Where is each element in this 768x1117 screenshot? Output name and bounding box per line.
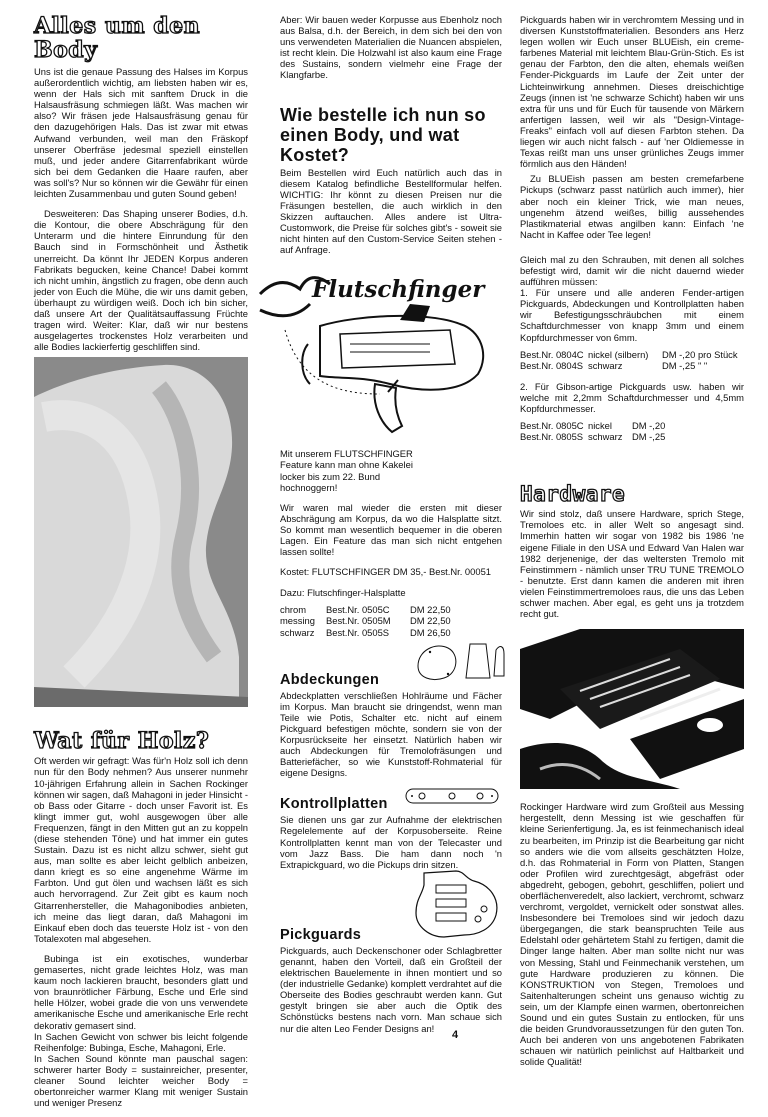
flutschfinger-illustration (280, 264, 502, 444)
paragraph: In Sachen Gewicht von schwer bis leicht folgende Reihenfolge: Bubinga, Esche, Mahagoni, Erle. (34, 1030, 248, 1053)
heading-kontrollplatten: Kontrollplatten (280, 796, 388, 813)
finish-cell: schwarz (280, 626, 315, 638)
finish-cell: nickel (silbern) (588, 348, 649, 360)
price-cell: DM -,20 (632, 420, 666, 432)
finish-cell: nickel (588, 420, 612, 432)
order-number-cell: Best.Nr. 0804S (520, 359, 584, 371)
paragraph: Gleich mal zu den Schrauben, mit denen all solches befestigt wird, damit wir die nicht dauernd wieder aufführen müssen: (520, 253, 744, 288)
order-number-cell: Best.Nr. 0805C (520, 420, 584, 432)
pickguards-header (280, 879, 502, 943)
paragraph: Dazu: Flutschfinger-Halsplatte (280, 587, 406, 599)
paragraph: Wir waren mal wieder die ersten mit dieser Abschrägung am Korpus, da wo die Halsplatte sitzt. So kommt man wesentlich bequemer in die oberen Lagen. Ein Feature das man sich nicht entgehen lassen sollte! (280, 501, 502, 558)
heading-pickguards: Pickguards (280, 926, 362, 943)
paragraph: Pickguards haben wir in verchromtem Messing und in diversen Kunststoffmaterialien. Besonders ans Herz legen wollen wir Euch unser BLUEish, ein creme-farbenes Material mit leichtem Blau-Grün-Stich. Es ist genau der Farbton, den die alten, ehemals weißen Fender-Pickguards im Laufe der Zeit unter der Lichteinwirkung annehmen. Dieses dreischichtige Zeugs (innen ist 'ne schwarze Schicht) haben wir uns extra für uns und für Euch für tausende von Märkern anfertigen lassen, weil wir als "Design-Vintage-Freaks" einfach voll auf diesen Farbton stehen. Da liegen wir auch nicht falsch - auf 'ner Oldiemesse in Texas reißt man uns unser grünliches Zeugs immer förmlich aus den Händen! (520, 14, 744, 170)
column-left (34, 14, 248, 1117)
paragraph: Aber: Wir bauen weder Korpusse aus Ebenholz noch aus Balsa, d.h. der Bereich, in dem sich bei den von uns verwendeten Materialien die Nuancen abspielen, ist recht klein. Die Holzwahl ist also kaum eine Frage des Sustains, sondern vielmehr eine Frage der Klangfarbe. (280, 14, 502, 81)
guitar-body-photo (34, 357, 248, 707)
price-row (520, 349, 744, 360)
page-number: 4 (452, 1029, 459, 1041)
price-cell: DM -,20 pro Stück (662, 348, 738, 360)
paragraph: Oft werden wir gefragt: Was für'n Holz soll ich denn nun für den Body nehmen? Aus unserer nunmehr 10-jährigen Erfahrung allein in Sachen Rockinger können wir sagen, daß Mahagoni in jeder Hinsicht - ob Bass oder Gitarre - doch unser Favorit ist. Es klingt immer gut, wohl ausgewogen über alle Frequenzen, fängt in den Mitten gut an zu koppeln (diese stehenden Töne) und hat immer ein gutes Sustain. Dazu ist es nicht allzu schwer, sieht gut aus, man sollte es aber leicht gelblich anbeizen, dann kriegt es so eine angenehme Wärme im Farbton. Und gut ölen und wachsen läßt es sich auch hervorragend. Zur Zeit gibt es kaum noch Gitarrenhersteller, die Mahagonibodies anbieten, ich meine das liegt daran, daß Mahagoni im Einkauf eben doch das teuerste Holz ist - von den Totalexoten mal abgesehen. (34, 755, 248, 944)
hardware-photo (520, 629, 744, 789)
price-cell: DM 26,50 (410, 626, 451, 638)
price-row (520, 420, 744, 431)
screw-price-table-1 (520, 349, 744, 371)
kontrollplatten-header (280, 790, 502, 812)
price-row (280, 604, 502, 615)
paragraph: Rockinger Hardware wird zum Großteil aus Messing hergestellt, denn Messing ist wie geschaffen für kleine Serienfertigung. Ja, es ist feinmechanisch ideal zu bearbeiten, im Prinzip ist die Bearbeitung gar nicht so anders wie die vom allseits geschätzten Holze, d.h. das Rohmaterial in Form von Platten, Stangen oder Profilen wird zurechtgesägt, abgefräst oder abgedreht, gebogen, gebohrt, geschliffen, poliert und oberflächenveredelt, also lackiert, verchromt, schwarz verchromt, vergoldet, vernickelt oder sonstwat alles. Insbesondere bei Tremoloes sind wir jedoch dazu übergegangen, die stark beanspruchten Teile aus Edelstahl oder gehärtetem Stahl zu fertigen, damit die Dinger lange halten. Aber man sollte nicht nur was von Messing, Stahl und Feinmechanik verstehen, um gute Hardware produzieren zu können. Die KONSTRUKTION von Stegen, Tremoloes und Saitenhalterungen scheint uns genauso wichtig zu sein, um der Klampfe einen warmen, obertonreichen Sound und ein gutes Sustain zu entlocken, für uns die beiden Grundvoraussetzungen für den guten Ton. Auch bei anderen von uns angebotenen Fabrikaten schauen wir natürlich peinlichst auf Haltbarkeit und solide Qualität! (520, 801, 744, 1068)
heading-wie-bestelle: Wie bestelle ich nun so einen Body, und wat Kostet? (280, 104, 486, 165)
heading-hardware: Hardware (520, 482, 626, 507)
paragraph: Wir sind stolz, daß unsere Hardware, sprich Stege, Tremoloes etc. in aller Welt so angesagt sind. Immerhin hatten wir sogar von 1982 bis 1986 'ne eigene Filiale in den USA und Edward Van Halen war 1982 derjenenige, der das weltersten Tremolo mit Feinstimmern - nämlich unser TRU TUNE TREMOLO - benutzte. Erst dann kamen die anderen mit ihren vielen Feinstimmertremoloes raus, die uns das Leben schwer machen. Aber egal, es geht uns ja trotzdem recht gut. (520, 508, 744, 620)
heading-wat-fuer-holz: Wat für Holz? (34, 728, 210, 755)
guitar-body-image (34, 357, 248, 707)
order-number-cell: Best.Nr. 0505M (326, 615, 391, 627)
column-middle (280, 14, 502, 1043)
paragraph: Pickguards, auch Deckenschoner oder Schlagbretter genannt, haben den Vorteil, daß ein Großteil der elektrischen Bauelemente in ihnen montiert und so (der industrielle Gedanke) komplett verdrahtet auf die Oberseite des Bodies geschraubt werden kann. Gut gestylt bringen sie aber auch die Optik des Schönstücks bestens nach vorn. Man schaue sich nur die alten Leo Fender Designs an! (280, 944, 502, 1034)
price-row (520, 360, 744, 371)
paragraph: Mit unserem FLUTSCHFINGER Feature kann man ohne Kakelei locker bis zum 22. Bund hochnoggern! (280, 448, 413, 493)
finish-cell: schwarz (588, 359, 623, 371)
paragraph: 1. Für unsere und alle anderen Fender-artigen Pickguards, Abdeckungen und Kontrollplatten haben wir Befestigungsschräubchen mit einem Schaftdurchmesser von knapp 3mm und einem Kopfdurchmesser von 6mm. (520, 287, 744, 343)
screw-price-table-2 (520, 420, 744, 442)
heading-abdeckungen: Abdeckungen (280, 671, 380, 688)
tremolo-hardware-image (520, 629, 744, 789)
paragraph: Bubinga ist ein exotisches, wunderbar gemasertes, nicht grade leichtes Holz, was man kaum noch lackieren braucht, besonders glatt und von braunrötlicher Färbung, Esche und Erle sind helle Hölzer, wobei grade die von uns verwendete amerikanische Esche und amerikanische Erle recht dekorativ gemasert sind. (34, 952, 248, 1031)
column-right (520, 14, 744, 1076)
order-number-cell: Best.Nr. 0805S (520, 431, 584, 443)
paragraph: Zu BLUEish passen am besten cremefarbene Pickups (schwarz passt natürlich auch immer), hier aber noch ein kleiner Trick, wie man neues, ungenehm ätzend weißes, billig aussehendes Plastikmaterial etwas angilben kann: Einfach 'ne Nacht in Kaffee oder Tee legen! (520, 173, 744, 240)
abdeckungen-header (280, 644, 502, 688)
finish-cell: schwarz (588, 431, 623, 443)
halsplatte-price-table (280, 604, 502, 637)
paragraph: Uns ist die genaue Passung des Halses im Korpus außerordentlich wichtig, am liebsten haben wir es, wenn der Hals sich mit sanftem Druck in die Halsausfräsung schmiegen läßt. Was machen wir also? Wir fräsen jede Halsausfräsung genau für den dazugehörigen Hals. Das ist zwar mit etwas Aufwand verbunden, weil man den Fräskopf unserer Oberfräse jedesmal speziell einstellen muß, und jeder andere Gitarrenfabrikant würde sich bei dem Gedanken die Haare raufen, aber was soll's? Nur so können wir die Gewähr für einen leichten Zusammenbau und guten Sound geben! (34, 66, 248, 200)
paragraph: In Sachen Sound könnte man pauschal sagen: schwerer harter Body = sustainreicher, presenter, cleaner Sound leichter weicher Body = obertonreicher warmer Klang mit weniger Sustain und weniger Presenz (34, 1052, 248, 1109)
price-cell: DM 22,50 (410, 615, 451, 627)
heading-alles-um-den-body: Alles um den Body (34, 13, 201, 63)
paragraph: Abdeckplatten verschließen Hohlräume und Fächer im Korpus. Man braucht sie dringendst, wenn man Teile wie Potis, Schalter etc. nicht auf einem Pickguard befestigen möchte, sondern sie von der Korpusrückseite her einsetzt. Natürlich haben wir auch Abdeckungen für Tremolofräsungen und Batteriefächer, so wie Kunststoff-Rohmaterial für eigene Designs. (280, 689, 502, 779)
flutschfinger-title: Flutschfinger (312, 276, 485, 304)
order-number-cell: Best.Nr. 0505S (326, 626, 390, 638)
paragraph: 2. Für Gibson-artige Pickguards usw. haben wir welche mit 2,2mm Schaftdurchmesser und 4,5mm Kopfdurchmesser. (520, 380, 744, 414)
finish-cell: messing (280, 615, 315, 627)
price-cell: DM 22,50 (410, 604, 451, 616)
cover-plates-drawing (408, 638, 508, 684)
paragraph: Kostet: FLUTSCHFINGER DM 35,- Best.Nr. 00051 (280, 566, 492, 578)
paragraph: Desweiteren: Das Shaping unserer Bodies, d.h. die Kontour, die obere Abschrägung für den Unterarm und die hintere Einrundung für den Bauch sind in Formschönheit und Ästhetik unerreicht. Da könnt Ihr JEDEN Korpus anderen Fabrikats begucken, keine Chance! Dabei kommt ich nicht umhin, ängstlich zu fragen, obe denn auch jeder von Euch die Mühe, die wir uns damit geben, überhaupt zu würdigen weiß. Doch ich bin sicher, daß unsere Art der Qualitätsauffassung Früchte tragen wird. Weiter: Klar, daß wir nur bestens ausgelagertes trockenstes Holz verarbeiten und alle Bodies lackierfertig geschliffen sind. (34, 208, 248, 353)
price-row (280, 615, 502, 626)
paragraph: Sie dienen uns gar zur Aufnahme der elektrischen Regelelemente auf der Korpusoberseite. Reine Kontrollplatten kennt man von der Telecaster und vom Jazz Bass. Die ham dann noch 'n Extrapickguard, wo die Pickups drin sitzen. (280, 814, 502, 870)
pickguard-drawing (404, 865, 504, 945)
price-row (280, 627, 502, 638)
paragraph: Beim Bestellen wird Euch natürlich auch das in diesem Katalog befindliche Bestellformular helfen. WICHTIG: Ihr könnt zu diesen Preisen nur die Fräsungen bestellen, die auch wirklich in den Skizzen auftauchen. Alles andere ist Ultra- Customwork, die Preise für solches gibt's - soweit sie nicht hinten auf den Custom-Service Seiten stehen - auf Anfrage. (280, 166, 502, 256)
price-cell: DM -,25 (632, 431, 666, 443)
order-number-cell: Best.Nr. 0505C (326, 604, 390, 616)
price-row (520, 431, 744, 442)
finish-cell: chrom (280, 604, 307, 616)
order-number-cell: Best.Nr. 0804C (520, 348, 584, 360)
price-cell: DM -,25 " " (662, 359, 708, 371)
control-plate-drawing (404, 786, 500, 806)
